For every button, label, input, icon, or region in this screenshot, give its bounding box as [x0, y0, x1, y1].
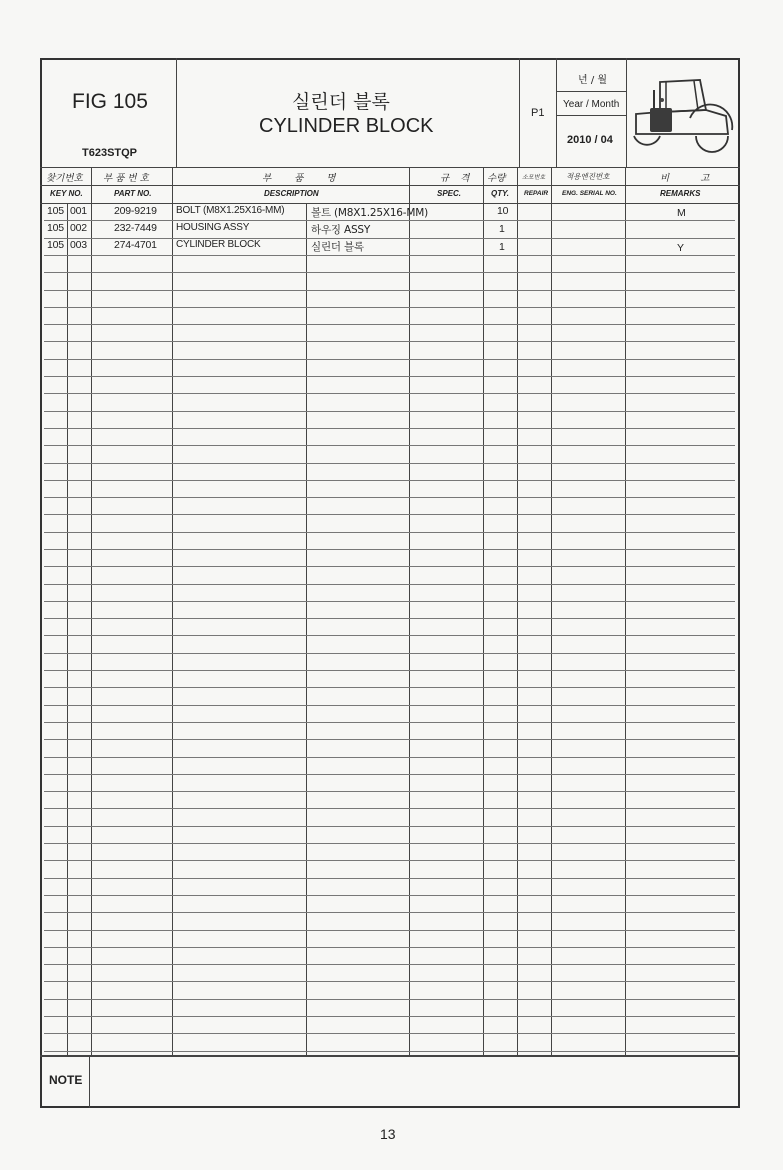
row-rule: [44, 653, 735, 654]
row-rule: [44, 705, 735, 706]
row-desc-ko: 하우징 ASSY: [311, 224, 371, 236]
col-divider-part: [172, 167, 173, 1055]
page-title-ko: 실린더 블록: [292, 91, 390, 113]
row-rule: [44, 411, 735, 412]
header-divider-4: [626, 58, 627, 168]
col-qty-ko: 수량: [487, 173, 506, 184]
row-rule: [44, 878, 735, 879]
note-label: NOTE: [49, 1073, 83, 1087]
col-eng-ko: 적용엔진번호: [566, 172, 610, 181]
row-rule: [44, 1016, 735, 1017]
tractor-icon: [630, 70, 736, 162]
col-divider-key: [91, 167, 92, 1055]
header-divider-1: [176, 58, 177, 168]
row-rule: [44, 981, 735, 982]
header-divider-3: [556, 58, 557, 168]
header-divider-2: [519, 58, 520, 168]
row-rule: [44, 930, 735, 931]
note-divider: [89, 1055, 90, 1108]
row-key-suffix: 003: [70, 239, 87, 251]
row-qty: 1: [499, 241, 505, 253]
column-header-line-bottom: [40, 203, 740, 204]
row-rule: [44, 757, 735, 758]
note-top-line: [40, 1055, 740, 1057]
row-rule: [44, 272, 735, 273]
row-key-suffix: 002: [70, 222, 87, 234]
row-rule: [44, 739, 735, 740]
row-rule: [44, 480, 735, 481]
row-remarks: M: [677, 207, 686, 219]
row-rule: [44, 532, 735, 533]
row-rule: [44, 964, 735, 965]
page-title-en: CYLINDER BLOCK: [259, 115, 434, 137]
row-rule: [44, 601, 735, 602]
row-rule: [44, 774, 735, 775]
row-rule: [44, 341, 735, 342]
row-rule: [44, 947, 735, 948]
row-desc-ko: 실린더 블록: [311, 241, 364, 253]
col-key-en: KEY NO.: [50, 189, 83, 198]
col-repair-ko: 소모번호: [522, 174, 546, 181]
row-rule: [44, 791, 735, 792]
col-divider-repair: [517, 167, 518, 1055]
col-qty-en: QTY.: [491, 189, 509, 198]
header-bottom-line: [40, 167, 740, 168]
col-divider-remarks: [625, 167, 626, 1055]
row-rule: [44, 826, 735, 827]
row-rule: [44, 428, 735, 429]
row-rule: [44, 324, 735, 325]
row-rule: [44, 1033, 735, 1034]
row-desc-ko: 볼트 (M8X1.25X16-MM): [311, 207, 428, 219]
column-header-line-mid: [40, 185, 740, 186]
row-qty: 10: [497, 205, 509, 217]
row-rule: [44, 843, 735, 844]
row-rule: [44, 722, 735, 723]
row-rule: [44, 290, 735, 291]
row-rule: [44, 549, 735, 550]
row-key-prefix: 105: [47, 222, 64, 234]
row-rule: [44, 566, 735, 567]
col-key-ko: 찾기번호: [46, 173, 83, 184]
row-rule: [44, 497, 735, 498]
row-rule: [44, 307, 735, 308]
row-rule: [44, 635, 735, 636]
page-number: 13: [380, 1126, 396, 1142]
row-rule: [44, 514, 735, 515]
yearmonth-line-2: [556, 115, 626, 116]
col-repair-en: REPAIR: [524, 190, 549, 197]
year-month-ko: 년 / 월: [578, 75, 608, 86]
col-divider-spec: [409, 167, 410, 1055]
row-part-no: 232-7449: [114, 222, 157, 234]
row-rule: [44, 860, 735, 861]
row-part-no: 209-9219: [114, 205, 157, 217]
yearmonth-line-1: [556, 91, 626, 92]
col-part-en: PART NO.: [114, 189, 152, 198]
row-rule: [44, 376, 735, 377]
row-desc-en: CYLINDER BLOCK: [176, 239, 261, 250]
row-rule: [44, 687, 735, 688]
col-divider-qty: [483, 167, 484, 1055]
col-remarks-ko: 비 고: [660, 173, 724, 184]
col-divider-eng: [551, 167, 552, 1055]
col-divider-desc-ko: [306, 203, 307, 1055]
col-eng-en: ENG. SERIAL NO.: [562, 190, 617, 197]
col-spec-en: SPEC.: [437, 189, 462, 198]
row-key-suffix: 001: [70, 205, 87, 217]
row-desc-en: BOLT (M8X1.25X16-MM): [176, 205, 285, 216]
col-spec-ko: 규 격: [440, 173, 474, 184]
row-desc-en: HOUSING ASSY: [176, 222, 250, 233]
model-code: T623STQP: [82, 147, 138, 159]
row-rule: [44, 670, 735, 671]
row-rule: [44, 618, 735, 619]
col-desc-en: DESCRIPTION: [264, 189, 319, 198]
row-rule: [44, 808, 735, 809]
row-rule: [44, 895, 735, 896]
row-rule: [44, 359, 735, 360]
row-part-no: 274-4701: [114, 239, 157, 251]
col-part-ko: 부 품 번 호: [103, 173, 149, 184]
fig-label: FIG 105: [72, 90, 148, 113]
year-month-value: 2010 / 04: [567, 134, 613, 146]
row-rule: [44, 445, 735, 446]
row-rule: [44, 393, 735, 394]
page-code: P1: [531, 107, 545, 119]
row-qty: 1: [499, 223, 505, 235]
row-rule: [44, 999, 735, 1000]
row-rule: [44, 584, 735, 585]
row-rule: [44, 463, 735, 464]
row-rule: [44, 1051, 735, 1052]
col-divider-keyno: [67, 203, 68, 1055]
row-key-prefix: 105: [47, 205, 64, 217]
year-month-en: Year / Month: [563, 99, 620, 110]
row-rule: [44, 220, 735, 221]
row-key-prefix: 105: [47, 239, 64, 251]
col-desc-ko: 부 품 명: [262, 173, 346, 184]
row-remarks: Y: [677, 242, 684, 254]
col-remarks-en: REMARKS: [660, 189, 701, 198]
row-rule: [44, 912, 735, 913]
row-rule: [44, 255, 735, 256]
